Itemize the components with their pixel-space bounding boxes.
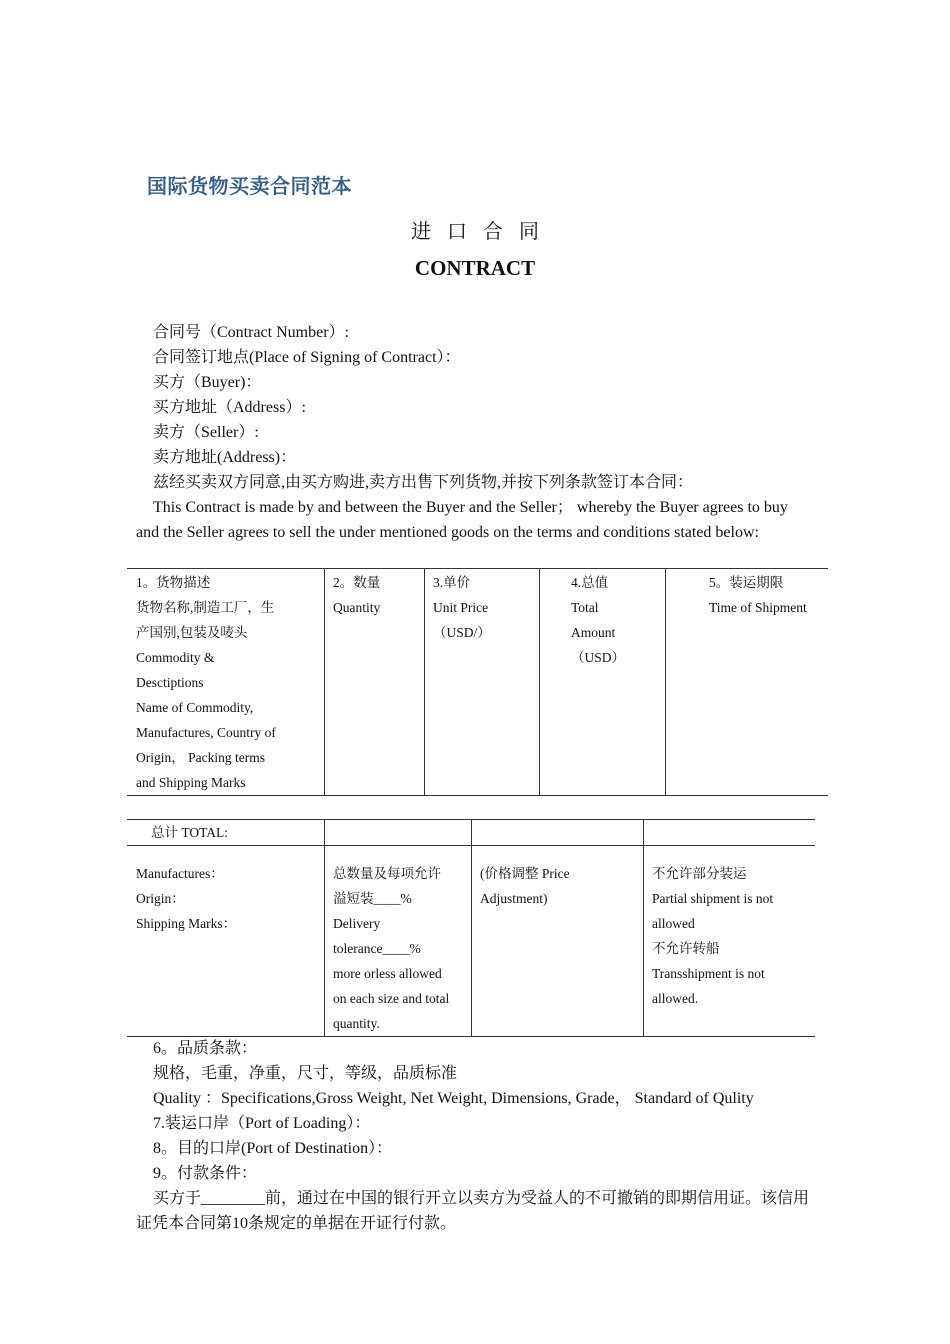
chinese-contract-title: 进口合同 <box>411 219 555 243</box>
unit-price-cell: 3.单价 Unit Price （USD/） <box>425 569 540 796</box>
seller-field: 卖方（Seller）: <box>153 424 259 441</box>
terms-row <box>127 846 815 1037</box>
total-row <box>127 820 815 846</box>
signing-place-field: 合同签订地点(Place of Signing of Contract）： <box>153 349 461 366</box>
port-of-destination-clause: 8。目的口岸(Port of Destination）： <box>153 1140 393 1157</box>
agreement-statement-en: This Contract is made by and between the Buyer and the Seller； whereby the Buyer agrees to buy and the Seller agrees to sell the under mentioned goods on the terms and conditions stated below: <box>136 499 788 541</box>
goods-table <box>127 568 828 796</box>
buyer-field: 买方（Buyer)： <box>153 374 262 391</box>
port-of-loading-clause: 7.装运口岸（Port of Loading）： <box>153 1115 371 1132</box>
total-table <box>127 819 815 1037</box>
payment-clause-text: 买方于________前，通过在中国的银行开立以卖方为受益人的不可撤销的即期信用证。该信用证凭本合同第10条规定的单据在开证行付款。 <box>136 1190 810 1232</box>
contract-fields <box>136 320 796 545</box>
goods-description-cell: 1。货物描述 货物名称,制造工厂，生 产国别,包装及唛头 Commodity & Desctiptions Name of Commodity, Manufactures, Country of Origin， Packing terms and Shipping Marks <box>136 575 276 790</box>
payment-clause-heading: 9。付款条件： <box>153 1165 258 1182</box>
buyer-address-field: 买方地址（Address）: <box>153 399 306 416</box>
origin-marks-cell: Manufactures： Origin： Shipping Marks： <box>136 866 237 931</box>
shipment-terms-cell: 不允许部分装运 Partial shipment is not allowed 不允许转船 Transshipment is not allowed. <box>644 846 816 1037</box>
total-amount-cell: 4.总值 Total Amount （USD） <box>540 569 666 796</box>
clauses-section <box>136 1036 816 1236</box>
english-contract-title: CONTRACT <box>414 256 536 280</box>
seller-address-field: 卖方地址(Address)： <box>153 449 297 466</box>
quality-clause-heading: 6。品质条款： <box>153 1040 258 1057</box>
document-title: 国际货物买卖合同范本 <box>147 174 352 198</box>
quality-clause-cn: 规格，毛重，净重，尺寸，等级，品质标准 <box>153 1065 458 1082</box>
contract-number-field: 合同号（Contract Number）: <box>153 324 349 341</box>
quantity-cell: 2。数量 Quantity <box>325 569 425 796</box>
price-adjustment-cell: (价格调整 Price Adjustment) <box>472 846 644 1037</box>
agreement-statement-cn: 兹经买卖双方同意,由买方购进,卖方出售下列货物,并按下列条款签订本合同： <box>153 474 694 491</box>
shipment-time-cell: 5。装运期限 Time of Shipment <box>666 569 829 796</box>
quality-clause-en: Quality ：Specifications,Gross Weight, Net Weight, Dimensions, Grade， Standard of Qulity <box>153 1090 754 1107</box>
total-label: 总计 TOTAL: <box>151 825 229 840</box>
goods-table-row <box>127 569 828 796</box>
delivery-tolerance-cell: 总数量及每项允许 溢短装____% Delivery tolerance____% more orless allowed on each size and total quantity. <box>325 846 472 1037</box>
